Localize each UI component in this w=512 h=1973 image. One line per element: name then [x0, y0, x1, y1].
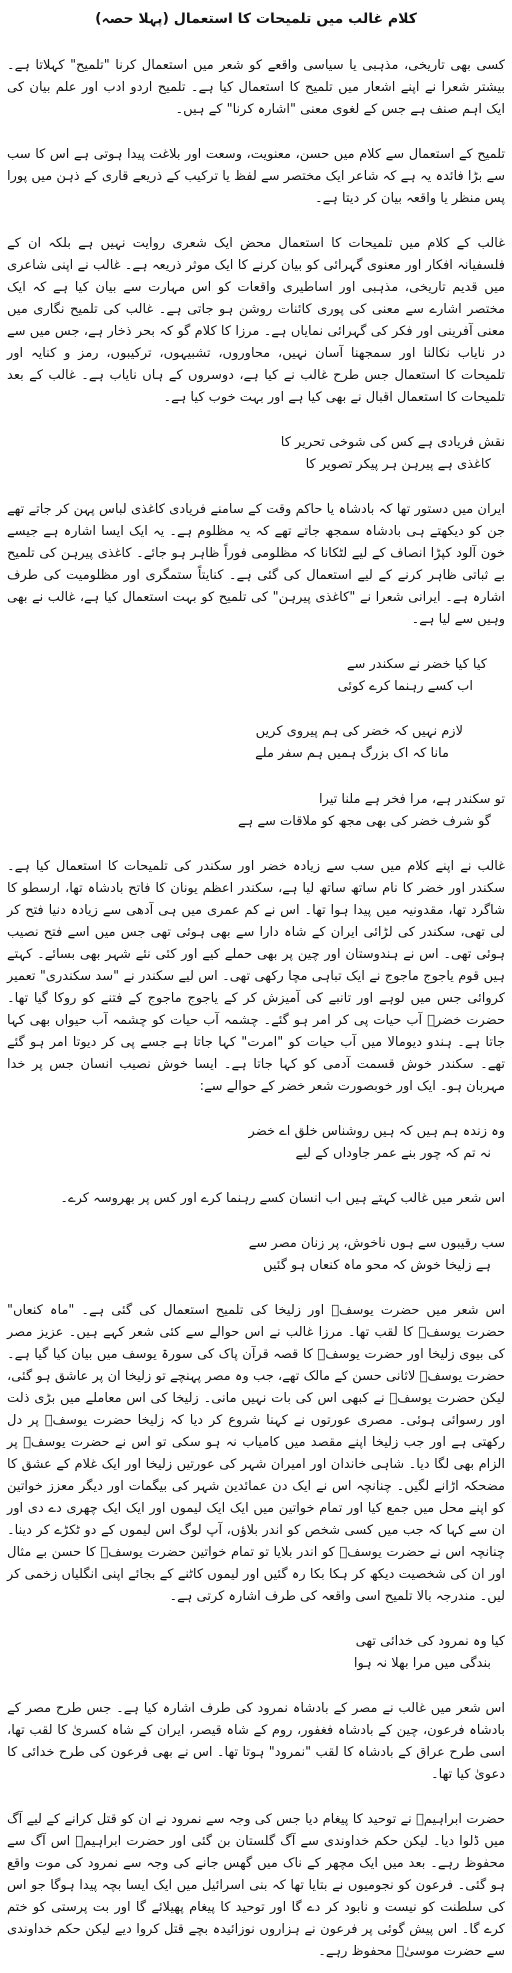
talmih-benefit-paragraph: تلمیح کے استعمال سے کلام میں حسن، معنویت، وسعت اور بلاغت پیدا ہوتی ہے اس کا سب سے بڑا فائدہ یہ ہے کہ شاعر ایک مختصر سے لفظ یا ترکیب کے ذریعے قاری کے ذہن میں پورا پس منظر یا واقعہ بیان کر دیتا ہے۔ [7, 147, 505, 207]
couplet-khizr-sikandar [7, 654, 505, 698]
intro-paragraph: کسی بھی تاریخی، مذہبی یا سیاسی واقعے کو شعر میں استعمال کرنا "تلمیح" کہلاتا ہے۔ بیشتر شعرا نے اپنے اشعار میں تلمیح کا استعمال کیا ہے۔ تلمیح اردو ادب اور علم بیان کی ایک اہم صنف ہے جس کے لغوی معنی "اشارہ کرنا" کے ہیں۔ [7, 58, 505, 118]
couplet-tu-sikandar [7, 789, 505, 833]
ghalib-talmih-paragraph: غالب کے کلام میں تلمیحات کا استعمال محض ایک شعری روایت نہیں ہے بلکہ ان کے فلسفیانہ افکار اور معنوی گہرائی کو بیان کرنے کا ایک موثر ذریعہ ہے۔ غالب نے اپنی شاعری میں قدیم تاریخی، مذہبی اور اساطیری واقعات کو اس مہارت سے بیان کیا ہے کہ ایک مختصر اشارے سے معنی کی پوری کائنات روشن ہو جاتی ہے۔ غالب کی تلمیح نگاری میں معنی آفرینی اور فکر کی گہرائی نمایاں ہے۔ مرزا کا کلام گو کہ بحر ذخار ہے، جس میں سے در نایاب نکالنا اور سمجھنا آسان نہیں، محاوروں، تشبیہوں، ترکیبوں، رمز و کنایہ اور تلمیحات کا استعمال جس طرح غالب نے کیا ہے، دوسروں کے ہاں نایاب ہے۔ غالب کے بعد تلمیحات کا استعمال اقبال نے بھی کیا ہے اور بہت خوب کیا ہے۔ [7, 236, 505, 406]
ibrahim-firaun-paragraph: حضرت ابراہیمؑ نے توحید کا پیغام دیا جس کی وجہ سے نمرود نے ان کو قتل کرانے کے لیے آگ میں ڈلوا دیا۔ لیکن حکم خداوندی سے آگ گلستان بن گئی اور حضرت ابراہیمؑ اس آگ سے محفوظ رہے۔ بعد میں ایک مچھر کے ناک میں گھس جانے کی وجہ سے نمرود کی موت واقع ہو گئی۔ فرعون کو نجومیوں نے بتایا تھا کہ بنی اسرائیل میں ایک ایسا بچہ پیدا ہوگا جو اس کی سلطنت کو نیست و نابود کر دے گا اور توحید کا پیغام پھیلائے گا اور بت پرستی کو ختم کرے گا۔ اس پیش گوئی پر فرعون نے ہزاروں نوزائیدہ بچے قتل کروا دیے لیکن حکم خداوندی سے حضرت موسیٰؑ محفوظ رہے۔ [7, 1812, 505, 1959]
couplet-line-2: گو شرف خضر کی بھی مجھ کو ملاقات سے ہے [238, 813, 491, 829]
khizr-sikandar-paragraph: غالب نے اپنے کلام میں سب سے زیادہ خضر اور سکندر کی تلمیحات کا استعمال کیا ہے۔ سکندر اور خضر کا نام ساتھ ساتھ لیا ہے، سکندر اعظم یونان کا فاتح بادشاہ تھا، ارسطو کا شاگرد تھا، مقدونیہ میں پیدا ہوا تھا۔ اس نے کم عمری میں ہی آدھی سے زیادہ دنیا فتح کر لی تھی، سکندر کی لڑائی ایران کے شاہ دارا سے بھی ہوئی تھی جس میں اسے فتح نصیب ہوئی تھی۔ اس نے ہندوستان اور چین پر بھی حملے کیے اور کئی نئے شہر بھی بسائے۔ کہتے ہیں قوم یاجوج ماجوج نے ایک تباہی مچا رکھی تھی۔ اس لیے سکندر نے "سد سکندری" تعمیر کروائی جس میں لوہے اور تانبے کی آمیزش کر کے یاجوج ماجوج کے فتنے کو روکا گیا تھا۔ حضرت خضرؑ آب حیات پی کر امر ہو گئے۔ چشمہ آب حیات کو چشمہ آب حیواں بھی کہا جاتا ہے۔ ہندو دیومالا میں آب حیات کو "امرت" کہا جاتا ہے جسے پی کر دیوتا امر ہو گئے تھے۔ سکندر خوش قسمت آدمی کو کہا جاتا ہے۔ ایسا خوش نصیب انسان جس پر خدا مہربان ہو۔ ایک اور خوبصورت شعر خضر کے حوالے سے: [7, 858, 505, 1094]
couplet-line-2: بندگی میں مرا بھلا نہ ہوا [353, 1655, 491, 1671]
couplet-line-1: سب رقیبوں سے ہوں ناخوش، پر زنان مصر سے [248, 1235, 505, 1251]
couplet-line-2: کاغذی ہے پیرہن ہر پیکر تصویر کا [305, 457, 491, 473]
couplet-naqsh-faryadi [7, 432, 505, 476]
couplet-line-2: ہے زلیخا خوش کہ محو ماہ کنعاں ہو گئیں [262, 1257, 491, 1273]
couplet-woh-zinda [7, 1121, 505, 1165]
couplet-line-2: نہ تم کہ چور بنے عمر جاوداں کے لیے [295, 1145, 491, 1161]
couplet-line-2: مانا کہ اک بزرگ ہمیں ہم سفر ملے [255, 746, 449, 762]
couplet-line-1: نقش فریادی ہے کس کی شوخی تحریر کا [280, 435, 505, 451]
couplet-explanation: اس شعر میں غالب کہتے ہیں اب انسان کسے رہنما کرے اور کس پر بھروسہ کرے۔ [60, 1190, 505, 1206]
kaghazi-pairahan-paragraph: ایران میں دستور تھا کہ بادشاہ یا حاکم وقت کے سامنے فریادی کاغذی لباس پہن کر جاتے تھے جن کو دیکھتے ہی بادشاہ سمجھ جاتے تھے کہ یہ مظلوم ہے۔ یہ ایک ایسا اشارہ ہے جیسے خون آلود کپڑا انصاف کے لیے لٹکانا کہ مظلومی فوراً ظاہر ہو جائے۔ کاغذی پیرہن کی تلمیح بے ثباتی ظاہر کرنے کے لیے استعمال کی گئی ہے۔ کنایتاً ستمگری اور مظلومیت کی طرف اشارہ ہے۔ ایرانی شعرا نے "کاغذی پیرہن" کی تلمیح کو بہت استعمال کیا ہے، غالب نے بھی وہیں سے لیا ہے۔ [7, 502, 505, 628]
couplet-line-1: لازم نہیں کہ خضر کی ہم پیروی کریں [255, 724, 463, 740]
couplet-sab-raqibon [7, 1233, 505, 1277]
couplet-line-1: وہ زندہ ہم ہیں کہ ہیں روشناس خلق اے خضر [248, 1123, 505, 1139]
couplet-lazim-nahin [7, 721, 505, 765]
couplet-line-1: کیا وہ نمرود کی خدائی تھی [355, 1633, 505, 1649]
couplet-line-1: کیا کیا خضر نے سکندر سے [346, 657, 487, 673]
couplet-line-2: اب کسے رہنما کرے کوئی [337, 679, 473, 695]
namrood-paragraph: اس شعر میں غالب نے مصر کے بادشاہ نمرود کی طرف اشارہ کیا ہے۔ جس طرح مصر کے بادشاہ فرعون، چین کے بادشاہ فغفور، روم کے شاہ قیصر، ایران کے شاہ کسریٰ کا لقب تھا، اسی طرح عراق کے بادشاہ کا لقب "نمرود" ہوتا تھا۔ اس نے بھی فرعون کی طرح خدائی کا دعویٰ کیا تھا۔ [7, 1700, 505, 1782]
couplet-line-1: تو سکندر ہے، مرا فخر ہے ملنا تیرا [318, 791, 505, 807]
couplet-namrood [7, 1631, 505, 1675]
article-title: کلام غالب میں تلمیحات کا استعمال (پہلا حصہ) [95, 11, 417, 27]
yusuf-zulekha-paragraph: اس شعر میں حضرت یوسفؑ اور زلیخا کی تلمیح استعمال کی گئی ہے۔ "ماہ کنعاں" حضرت یوسفؑ کا لقب تھا۔ مرزا غالب نے اس حوالے سے کئی شعر کہے ہیں۔ عزیز مصر کی بیوی زلیخا اور حضرت یوسفؑ کا قصہ قرآن پاک کی سورۃ یوسف میں بیان کیا گیا ہے۔ حضرت یوسفؑ لاثانی حسن کے مالک تھے، جب وہ مصر پہنچے تو زلیخا ان پر عاشق ہو گئی، لیکن حضرت یوسفؑ نے کبھی اس کی بات نہیں مانی۔ زلیخا کی اس معاملے میں بڑی ذلت اور رسوائی ہوئی۔ مصری عورتوں نے کہنا شروع کر دیا کہ زلیخا حضرت یوسفؑ پر دل رکھتی ہے اور جب زلیخا اپنے مقصد میں کامیاب نہ ہو سکی تو اس نے حضرت یوسفؑ پر الزام بھی لگا دیا۔ شاہی خاندان اور امیران شہر کی عورتیں زلیخا اور ایک غلام کے عشق کا مضحکہ اڑانے لگیں۔ چنانچہ اس نے ایک دن عمائدین شہر کی بیگمات اور دیگر معزز خواتین کو اپنے محل میں جمع کیا اور تمام خواتین میں ایک ایک لیموں اور ایک ایک چھری دے دی اور ان سے کہا کہ جب میں کسی شخص کو اندر بلاؤں، آپ لوگ اس لیموں کے دو ٹکڑے کر دینا۔ چنانچہ اس نے حضرت یوسفؑ کو اندر بلایا تو تمام خواتین حضرت یوسفؑ کا حسن بے مثال اور ان کی شخصیت دیکھ کر ہکا بکا رہ گئیں اور لیموں کاٹنے کے بجائے اپنی انگلیاں زخمی کر لیں۔ مندرجہ بالا تلمیح اسی واقعہ کی طرف اشارہ کرتی ہے۔ [7, 1302, 505, 1604]
